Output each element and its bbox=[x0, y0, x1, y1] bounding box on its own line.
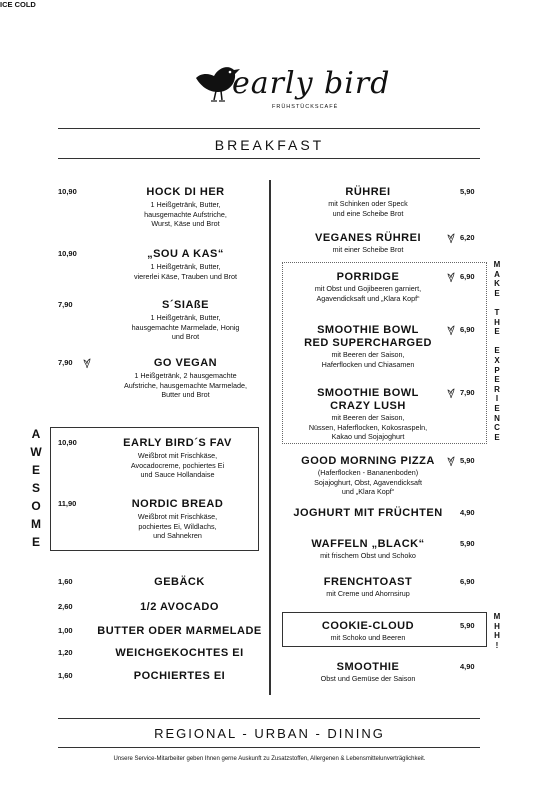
awesome-label bbox=[29, 425, 43, 551]
item-description: Butter und Brot bbox=[161, 390, 210, 399]
item-name: NORDIC BREAD bbox=[131, 498, 224, 510]
item-description: und Sauce Hollandaise bbox=[140, 470, 215, 479]
awesome-letter: M bbox=[31, 517, 41, 531]
mhh-letter: M bbox=[493, 612, 501, 621]
item-description: Wurst, Käse und Brot bbox=[151, 219, 220, 228]
item-price: 11,90 bbox=[58, 499, 77, 508]
item-name: VEGANES RÜHREI bbox=[314, 232, 422, 244]
item-description: mit Creme und Ahornsirup bbox=[326, 589, 410, 598]
item-tag: ICE COLD bbox=[0, 0, 36, 9]
make-letter: C bbox=[494, 423, 500, 433]
item-description: (Haferflocken - Bananenboden) bbox=[317, 468, 419, 477]
make-letter: R bbox=[494, 384, 500, 394]
awesome-letter: W bbox=[30, 445, 42, 459]
make-letter: K bbox=[494, 279, 500, 289]
item-name: GOOD MORNING PIZZA bbox=[301, 455, 435, 467]
item-description: und Sahnekren bbox=[153, 531, 202, 540]
item-name: SMOOTHIE bbox=[336, 661, 400, 673]
item-description: mit Obst und Gojibeeren garniert, bbox=[314, 284, 422, 293]
item-price: 7,90 bbox=[460, 388, 475, 397]
item-description: Nüssen, Haferflocken, Kokosraspeln, bbox=[308, 422, 428, 432]
make-letter: T bbox=[494, 307, 500, 317]
item-description: 1 Heißgetränk, 2 hausgemachte bbox=[134, 371, 237, 380]
item-price: 10,90 bbox=[58, 249, 77, 258]
make-letter: E bbox=[494, 375, 500, 385]
item-description: und eine Scheibe Brot bbox=[332, 208, 404, 218]
item-name: WAFFELN „BLACK“ bbox=[311, 538, 425, 550]
item-price: 5,90 bbox=[460, 456, 475, 465]
extra-name: 1/2 AVOCADO bbox=[140, 601, 219, 613]
item-description: 1 Heißgetränk, Butter, bbox=[150, 313, 221, 322]
item-description: und Brot bbox=[171, 332, 200, 341]
item-name-line2: CRAZY LUSH bbox=[330, 400, 406, 412]
item-description: viererlei Käse, Trauben und Brot bbox=[133, 271, 238, 281]
item-description: hausgemachte Marmelade, Honig bbox=[131, 322, 240, 332]
item-description: mit Schinken oder Speck bbox=[328, 199, 408, 208]
extra-price: 2,60 bbox=[58, 602, 73, 611]
footer-tagline: REGIONAL - URBAN - DINING bbox=[154, 726, 385, 741]
awesome-letter: E bbox=[31, 535, 40, 549]
item-name: JOGHURT MIT FRÜCHTEN bbox=[293, 507, 443, 519]
item-name: SMOOTHIE BOWL bbox=[317, 324, 419, 336]
item-price: 4,90 bbox=[460, 508, 475, 517]
item-name: „SOU A KAS“ bbox=[147, 248, 224, 260]
item-price: 7,90 bbox=[58, 300, 73, 309]
make-letter: M bbox=[493, 260, 501, 269]
brand-subtitle: FRÜHSTÜCKSCAFÉ bbox=[272, 104, 339, 110]
item-price: 6,90 bbox=[460, 577, 475, 586]
make-letter: P bbox=[494, 365, 500, 375]
awesome-letter: S bbox=[31, 481, 40, 495]
item-price: 6,20 bbox=[460, 233, 475, 242]
item-price: 5,90 bbox=[460, 539, 475, 548]
item-name: COOKIE-CLOUD bbox=[321, 620, 415, 632]
item-description: Aufstriche, hausgemachte Marmelade, bbox=[123, 380, 248, 390]
extra-price: 1,00 bbox=[58, 626, 73, 635]
leaf-icon bbox=[82, 357, 92, 369]
item-description: Haferflocken und Chiasamen bbox=[321, 359, 415, 369]
make-letter: E bbox=[494, 403, 500, 413]
divider-footer-top bbox=[58, 718, 480, 719]
item-name: RÜHREI bbox=[345, 186, 391, 198]
item-description: Weißbrot mit Frischkäse, bbox=[137, 451, 218, 460]
item-price: 10,90 bbox=[58, 187, 77, 196]
make-letter: E bbox=[494, 346, 500, 356]
item-description: und „Klara Kopf“ bbox=[341, 487, 395, 496]
item-name: PORRIDGE bbox=[336, 271, 400, 283]
item-name: S´SIAßE bbox=[162, 299, 209, 311]
item-description: 1 Heißgetränk, Butter, bbox=[150, 200, 221, 209]
item-description: Agavendicksaft und „Klara Kopf“ bbox=[316, 293, 420, 303]
item-price: 6,90 bbox=[460, 272, 475, 281]
item-description: Weißbrot mit Frischkäse, bbox=[137, 512, 218, 521]
make-letter bbox=[492, 298, 502, 308]
brand-name: early bird bbox=[232, 66, 391, 101]
make-letter: H bbox=[494, 317, 500, 327]
extra-price: 1,60 bbox=[58, 577, 73, 586]
divider-footer-bottom bbox=[58, 747, 480, 748]
extra-name: BUTTER ODER MARMELADE bbox=[97, 625, 262, 637]
divider-top bbox=[58, 128, 480, 129]
mhh-letter: H bbox=[494, 621, 500, 631]
awesome-letter: A bbox=[31, 427, 41, 441]
item-description: Kakao und Sojajoghurt bbox=[331, 432, 405, 441]
item-name: FRENCHTOAST bbox=[323, 576, 413, 588]
extra-name: POCHIERTES EI bbox=[133, 670, 226, 682]
extra-name: WEICHGEKOCHTES EI bbox=[115, 647, 244, 659]
make-letter: A bbox=[494, 269, 500, 279]
mhh-letter: ! bbox=[495, 640, 499, 650]
make-letter: E bbox=[494, 327, 500, 337]
item-description: Obst und Gemüse der Saison bbox=[320, 674, 416, 683]
footer-note: Unsere Service-Mitarbeiter geben Ihnen gerne Auskunft zu Zusatzstoffen, Allergenen & Lebensmittelunverträglichkeit. bbox=[113, 756, 426, 762]
item-description: Sojajoghurt, Obst, Agavendicksaft bbox=[314, 477, 422, 487]
section-title: BREAKFAST bbox=[214, 137, 325, 153]
item-description: mit frischem Obst und Schoko bbox=[320, 551, 416, 560]
item-name: SMOOTHIE BOWL bbox=[317, 387, 419, 399]
item-description: 1 Heißgetränk, Butter, bbox=[150, 262, 221, 271]
item-description: pochiertes Ei, Wildlachs, bbox=[138, 521, 217, 531]
mhh-letter: H bbox=[494, 631, 500, 640]
extra-price: 1,20 bbox=[58, 648, 73, 657]
divider-title bbox=[58, 158, 480, 159]
item-name-line2: RED SUPERCHARGED bbox=[304, 337, 432, 349]
extra-name: GEBÄCK bbox=[154, 576, 205, 588]
item-name: HOCK DI HER bbox=[146, 186, 225, 198]
item-name: GO VEGAN bbox=[153, 357, 218, 369]
item-description: mit einer Scheibe Brot bbox=[332, 245, 404, 254]
item-price: 5,90 bbox=[460, 187, 475, 196]
make-letter: E bbox=[494, 432, 500, 442]
item-description: mit Schoko und Beeren bbox=[330, 633, 406, 642]
item-price: 4,90 bbox=[460, 662, 475, 671]
make-letter: I bbox=[495, 394, 499, 404]
awesome-letter: E bbox=[31, 463, 40, 477]
item-description: mit Beeren der Saison, bbox=[331, 350, 405, 359]
item-price: 10,90 bbox=[58, 438, 77, 447]
make-letter: N bbox=[494, 413, 500, 423]
item-description: hausgemachte Aufstriche, bbox=[144, 209, 227, 219]
make-letter bbox=[492, 337, 502, 347]
make-the-experience-label bbox=[492, 260, 502, 442]
item-price: 5,90 bbox=[460, 621, 475, 630]
item-price: 6,90 bbox=[460, 325, 475, 334]
make-letter: E bbox=[494, 288, 500, 298]
item-description: mit Beeren der Saison, bbox=[331, 413, 405, 422]
item-name: EARLY BIRD´S FAV bbox=[123, 437, 232, 449]
extra-price: 1,60 bbox=[58, 671, 73, 680]
mhh-label bbox=[492, 612, 502, 650]
make-letter: X bbox=[494, 355, 500, 365]
item-price: 7,90 bbox=[58, 358, 73, 367]
item-description: Avocadocreme, pochiertes Ei bbox=[130, 460, 225, 470]
awesome-letter: O bbox=[31, 499, 41, 513]
